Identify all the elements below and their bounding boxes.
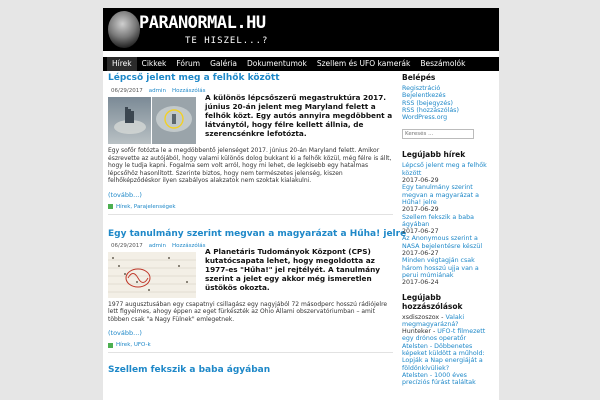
- login-widget-title: Belépés: [402, 73, 436, 82]
- sidebar: [402, 73, 496, 387]
- post-divider: [108, 352, 393, 353]
- news-item-date: 2017-06-27: [402, 228, 439, 236]
- site-title[interactable]: PARANORMAL.HU: [139, 13, 266, 33]
- post: [108, 228, 407, 354]
- news-item-link[interactable]: Lépcső jelent meg a felhők között: [402, 162, 487, 177]
- post: [108, 73, 393, 215]
- post-meta: [108, 88, 206, 94]
- comment-post-link[interactable]: Atelsten - Döbbenetes képeket küldött a műhold: Lopják a Nap energiáját a földönkívüliek?: [402, 342, 485, 372]
- post-title[interactable]: Egy tanulmány szerint megvan a magyarázat a Hűha! jelre: [108, 228, 407, 239]
- wordpress-link[interactable]: WordPress.org: [402, 114, 448, 122]
- post: [108, 365, 393, 375]
- nav-item-hirek[interactable]: Hírek: [107, 57, 137, 71]
- comment-post-link[interactable]: UFO-t filmezett egy drónos operatőr: [402, 328, 486, 343]
- rss-posts-link[interactable]: RSS (bejegyzés): [402, 99, 453, 107]
- read-more-link[interactable]: (tovább...): [108, 329, 142, 337]
- folder-icon: [108, 343, 113, 348]
- post-title[interactable]: Lépcső jelent meg a felhők között: [108, 73, 280, 83]
- page-wrapper: [103, 8, 499, 400]
- comments-widget-title: Legújabb hozzászólások: [402, 292, 463, 311]
- folder-icon: [108, 204, 113, 209]
- news-item-date: 2017-06-29: [402, 177, 439, 185]
- register-link[interactable]: Regisztráció: [402, 85, 441, 92]
- post-date: 06/29/2017: [111, 88, 143, 94]
- comment-item: [402, 328, 496, 343]
- post-meta: [108, 242, 206, 249]
- comment-post-link[interactable]: Atelsten - 1000 éves precíziós fúrást találtak: [402, 371, 476, 387]
- nav-item-beszamolok[interactable]: Beszámolók: [420, 59, 466, 68]
- login-link[interactable]: Bejelentkezés: [402, 92, 446, 100]
- search-input[interactable]: [402, 129, 474, 139]
- post-categories: [108, 342, 393, 348]
- post-author[interactable]: admin: [148, 88, 166, 94]
- comment-author: Hunteker -: [402, 328, 436, 336]
- post-date: 06/29/2017: [111, 242, 143, 249]
- news-item-date: 2017-06-27: [402, 250, 439, 258]
- news-item-link[interactable]: Egy tanulmány szerint megvan a magyarázat a Hűha! jelre: [402, 184, 479, 206]
- read-more-link[interactable]: (tovább...): [108, 190, 142, 199]
- post-divider: [108, 214, 393, 215]
- post-category-links[interactable]: Hírek, UFO-k: [116, 342, 151, 348]
- post-category-links[interactable]: Hírek, Parajelenségek: [116, 203, 176, 210]
- nav-item-cikkek[interactable]: Cikkek: [141, 59, 167, 68]
- post-thumbnail[interactable]: [108, 252, 197, 298]
- nav-item-kamerak[interactable]: Szellem és UFO kamerák: [316, 59, 411, 68]
- news-item-link[interactable]: Az Anonymous szerint a NASA bejelentésre készül: [402, 235, 483, 250]
- post-body: Egy sofőr fotózta le a megdöbbentő jelenséget 2017. június 20-án Maryland felett. Amikor észrevette az autójából, hogy valami különös dolog bukkant ki a felhők közül, még félre is állt, hogy le tudja kapni. Fogalma sem volt arról, hogy mi lehet, de legkisebb egy hatalmas lépcsőhöz hasonlított. Szerinte biztos, hogy nem természetes jelenség, kiszen felhőképződéskor ilyen szabályos alakzatok nem szoktak kialakulni.: [108, 147, 392, 184]
- site-tagline: TE HISZEL...?: [185, 36, 269, 46]
- post-comments-link[interactable]: Hozzászólás: [171, 88, 206, 94]
- news-item-link[interactable]: Szellem fekszik a baba ágyában: [402, 213, 474, 228]
- news-item-date: 2017-06-29: [402, 206, 439, 214]
- post-body: 1977 augusztusában egy csapatnyi csillagász egy nagyjából 72 másodperc hosszú rádiójelre lett figyelmes, ahogy éppen az eget fürkészték az Ohio Állami obszervatóriumban – amit többen csak "a Nagy Fülnek" emlegetnek.: [108, 300, 388, 323]
- post-categories: [108, 204, 393, 210]
- comment-item: [402, 314, 496, 329]
- main-nav: [103, 57, 499, 71]
- post-lead: A Planetáris Tudományok Központ (CPS) kutatócsapata lehet, hogy megoldotta az 1977-es "Hűha!" jel rejtélyét. A tanulmány szerint a jelet egy akkor még ismeretlen üstökös okozta.: [205, 246, 381, 292]
- post-title[interactable]: Szellem fekszik a baba ágyában: [108, 365, 271, 375]
- rss-comments-link[interactable]: RSS (hozzászólás): [402, 106, 459, 114]
- comment-post-link[interactable]: Valaki megmagyarázná?: [402, 313, 465, 328]
- nav-item-dokumentumok[interactable]: Dokumentumok: [246, 59, 307, 68]
- post-comments-link[interactable]: Hozzászólás: [171, 242, 206, 249]
- post-author[interactable]: admin: [148, 242, 166, 249]
- post-list: [108, 73, 407, 375]
- news-item-link[interactable]: Minden végtagján csak három hosszú ujja van a perui múmiának: [402, 257, 479, 279]
- news-item-date: 2017-06-24: [402, 279, 439, 287]
- news-widget-title: Legújabb hírek: [402, 150, 466, 160]
- comment-author: xsdiszoszox -: [402, 313, 444, 321]
- site-header: [103, 8, 499, 51]
- post-lead: A különös lépcsőszerű megastruktúra 2017. június 20-án jelent meg Maryland felett a felhők közt. Egy autós annyira megdöbbent a látványtól, hogy félre kellett állnia, de szerencsénkre lefotózta.: [205, 93, 393, 138]
- nav-item-forum[interactable]: Fórum: [176, 59, 201, 68]
- logo-image[interactable]: [108, 11, 140, 48]
- post-thumbnail[interactable]: [108, 97, 197, 144]
- nav-item-galeria[interactable]: Galéria: [210, 59, 237, 68]
